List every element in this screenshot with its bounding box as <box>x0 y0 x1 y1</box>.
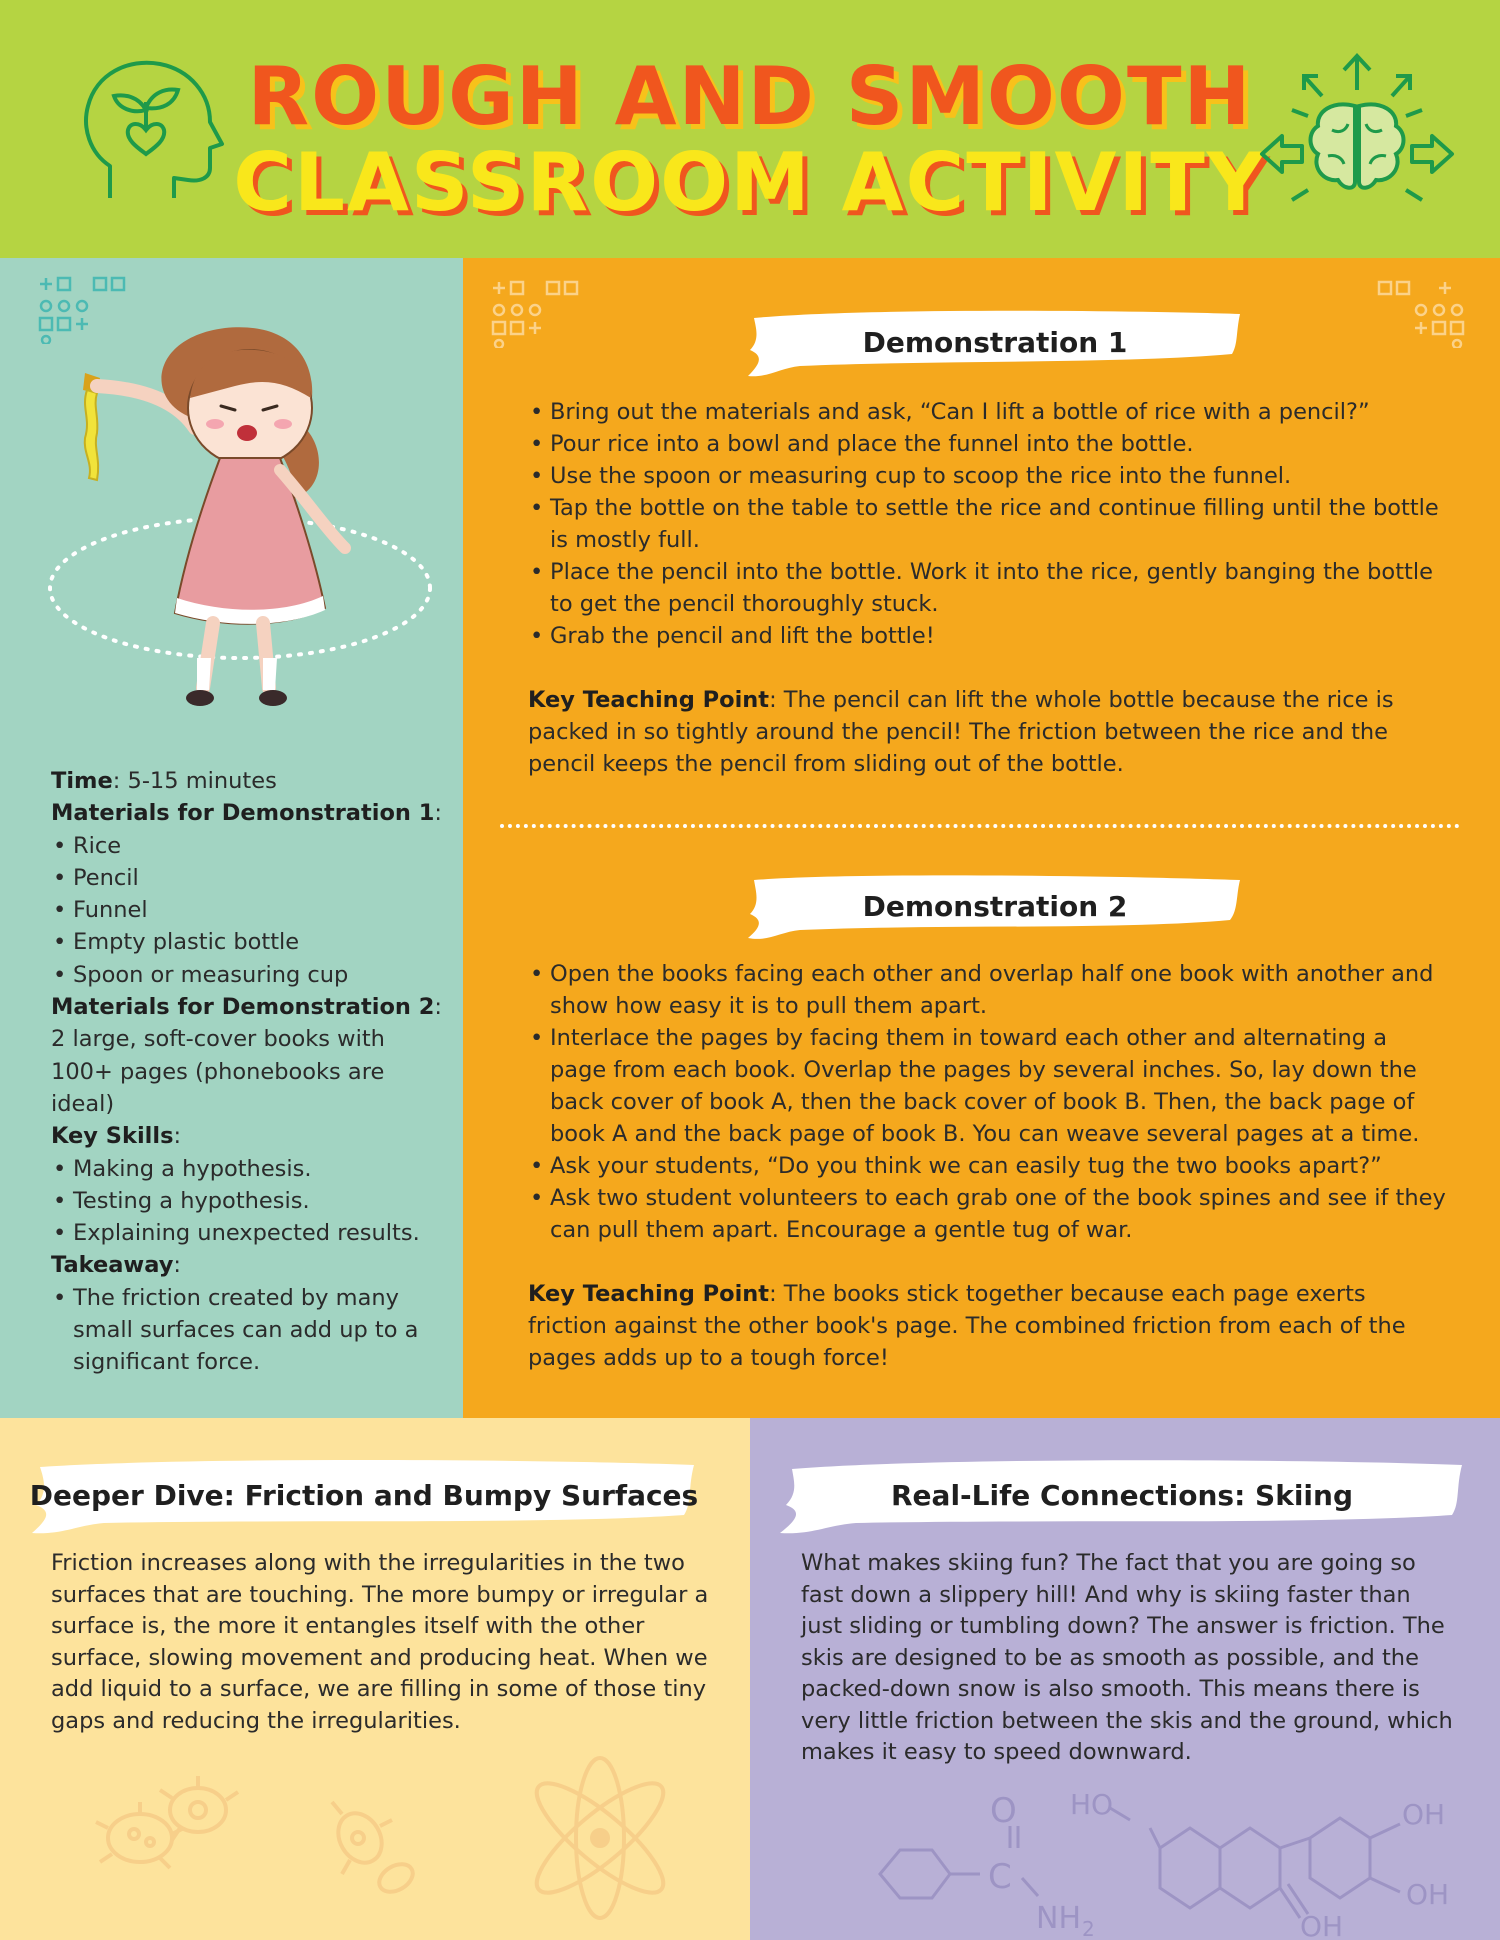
demo2-heading: Demonstration 2 <box>862 890 1128 923</box>
chem-label-c: C <box>988 1857 1012 1897</box>
materials1-heading: Materials for Demonstration 1: <box>51 800 443 827</box>
title-line-2: CLASSROOM ACTIVITY <box>233 136 1267 229</box>
deeper-dive-heading-banner <box>24 1453 704 1541</box>
materials1-label: Materials for Demonstration 1 <box>51 800 435 827</box>
key-point-text: : The books stick together because each page exerts friction against the other book's page. The combined friction from each of the pages adds up to a tough force! <box>528 1281 1406 1371</box>
takeaway-list <box>51 1282 451 1379</box>
skills-list <box>51 1153 451 1250</box>
section-divider <box>500 824 1460 828</box>
materials1-list <box>51 830 451 991</box>
title-line-1: ROUGH AND SMOOTH <box>247 50 1253 143</box>
deeper-dive-heading: Deeper Dive: Friction and Bumpy Surfaces <box>29 1479 699 1512</box>
chem-label-nh: NH <box>1036 1901 1081 1936</box>
list-item: • Spoon or measuring cup <box>51 959 451 991</box>
list-item: • Open the books facing each other and overlap half one book with another and show how easy it is to pull them apart. <box>528 958 1448 1022</box>
list-item: • Pencil <box>51 862 451 894</box>
list-item: • Funnel <box>51 894 451 926</box>
chem-label-oh: OH <box>1406 1878 1450 1911</box>
time-line <box>51 765 451 797</box>
grid-pattern-decoration <box>489 278 599 352</box>
materials2-text: 2 large, soft-cover books with 100+ pages (phonebooks are ideal) <box>51 1026 385 1117</box>
list-item: • Tap the bottle on the table to settle the rice and continue filling until the bottle is mostly full. <box>528 492 1448 556</box>
list-item: • The friction created by many small surfaces can add up to a significant force. <box>51 1282 451 1379</box>
skills-heading: Key Skills: <box>51 1123 182 1150</box>
girl-illustration <box>25 298 445 738</box>
takeaway-label: Takeaway <box>51 1252 174 1279</box>
chem-label-o: O <box>990 1791 1017 1831</box>
key-point-text: : The pencil can lift the whole bottle because the rice is packed in so tightly around the pencil! The friction between the rice and the pencil keeps the pencil from sliding out of the bottle. <box>528 687 1394 777</box>
demo2-steps <box>528 958 1448 1246</box>
list-item: • Ask two student volunteers to each grab one of the book spines and see if they can pull them apart. Encourage a gentle tug of war. <box>528 1182 1448 1246</box>
list-item: • Making a hypothesis. <box>51 1153 451 1185</box>
science-doodles-decoration <box>80 1728 720 1940</box>
list-item: • Interlace the pages by facing them in toward each other and alternating a page from each book. Overlap the pages by several inches. So, lay down the back cover of book A, then the back cover of book B. Then, the back page of book A and the back page of book B. You can weave several pages at a time. <box>528 1022 1448 1150</box>
key-point-label: Key Teaching Point <box>528 687 770 713</box>
time-label: Time <box>51 768 113 794</box>
list-item: • Empty plastic bottle <box>51 926 451 958</box>
chem-label-oh: OH <box>1300 1910 1344 1940</box>
real-life-heading-banner <box>772 1453 1472 1541</box>
materials2-label: Materials for Demonstration 2 <box>51 994 435 1021</box>
skills-label: Key Skills <box>51 1123 174 1150</box>
chem-label-ho: HO <box>1070 1788 1114 1821</box>
demo2-heading-banner <box>740 868 1250 948</box>
list-item: • Rice <box>51 830 451 862</box>
grid-pattern-decoration <box>1375 278 1485 352</box>
header-banner <box>0 0 1500 258</box>
deeper-dive-text: Friction increases along with the irregularities in the two surfaces that are touching. The more bumpy or irregular a surface is, the more it entangles itself with the other surface, slowing movement and producing heat. When we add liquid to a surface, we are filling in some of those tiny gaps and reducing the irregularities. <box>51 1550 709 1734</box>
real-life-text: What makes skiing fun? The fact that you are going so fast down a slippery hill! And why is skiing faster than just sliding or tumbling down? The answer is friction. The skis are designed to be as smooth as possible, and the packed-down snow is also smooth. This means there is very little friction between the skis and the ground, which makes it easy to speed downward. <box>801 1550 1453 1765</box>
list-item: • Place the pencil into the bottle. Work it into the rice, gently banging the bottle to get the pencil thoroughly stuck. <box>528 556 1448 620</box>
list-item: • Pour rice into a bowl and place the funnel into the bottle. <box>528 428 1448 460</box>
chem-label-sub2: 2 <box>1082 1917 1095 1940</box>
demo1-heading-banner <box>740 304 1250 384</box>
brain-with-arrows-icon <box>1252 50 1462 220</box>
list-item: • Testing a hypothesis. <box>51 1185 451 1217</box>
real-life-heading: Real-Life Connections: Skiing <box>891 1479 1353 1512</box>
demo2-key-point <box>528 1278 1448 1374</box>
time-value: : 5-15 minutes <box>112 768 277 794</box>
demo1-key-point <box>528 684 1448 780</box>
key-point-label: Key Teaching Point <box>528 1281 770 1307</box>
materials2-heading: Materials for Demonstration 2: <box>51 994 443 1021</box>
list-item: • Use the spoon or measuring cup to scoop the rice into the funnel. <box>528 460 1448 492</box>
chem-label-oh: OH <box>1402 1798 1446 1831</box>
activity-details <box>51 765 451 1379</box>
list-item: • Bring out the materials and ask, “Can I lift a bottle of rice with a pencil?” <box>528 396 1448 428</box>
list-item: • Grab the pencil and lift the bottle! <box>528 620 1448 652</box>
takeaway-heading: Takeaway: <box>51 1252 181 1279</box>
list-item: • Ask your students, “Do you think we can easily tug the two books apart?” <box>528 1150 1448 1182</box>
demo2-content <box>528 958 1448 1374</box>
list-item: • Explaining unexpected results. <box>51 1217 451 1249</box>
demo1-heading: Demonstration 1 <box>862 326 1128 359</box>
demo1-content <box>528 396 1448 780</box>
info-sidebar <box>0 258 463 1418</box>
demo1-steps <box>528 396 1448 652</box>
